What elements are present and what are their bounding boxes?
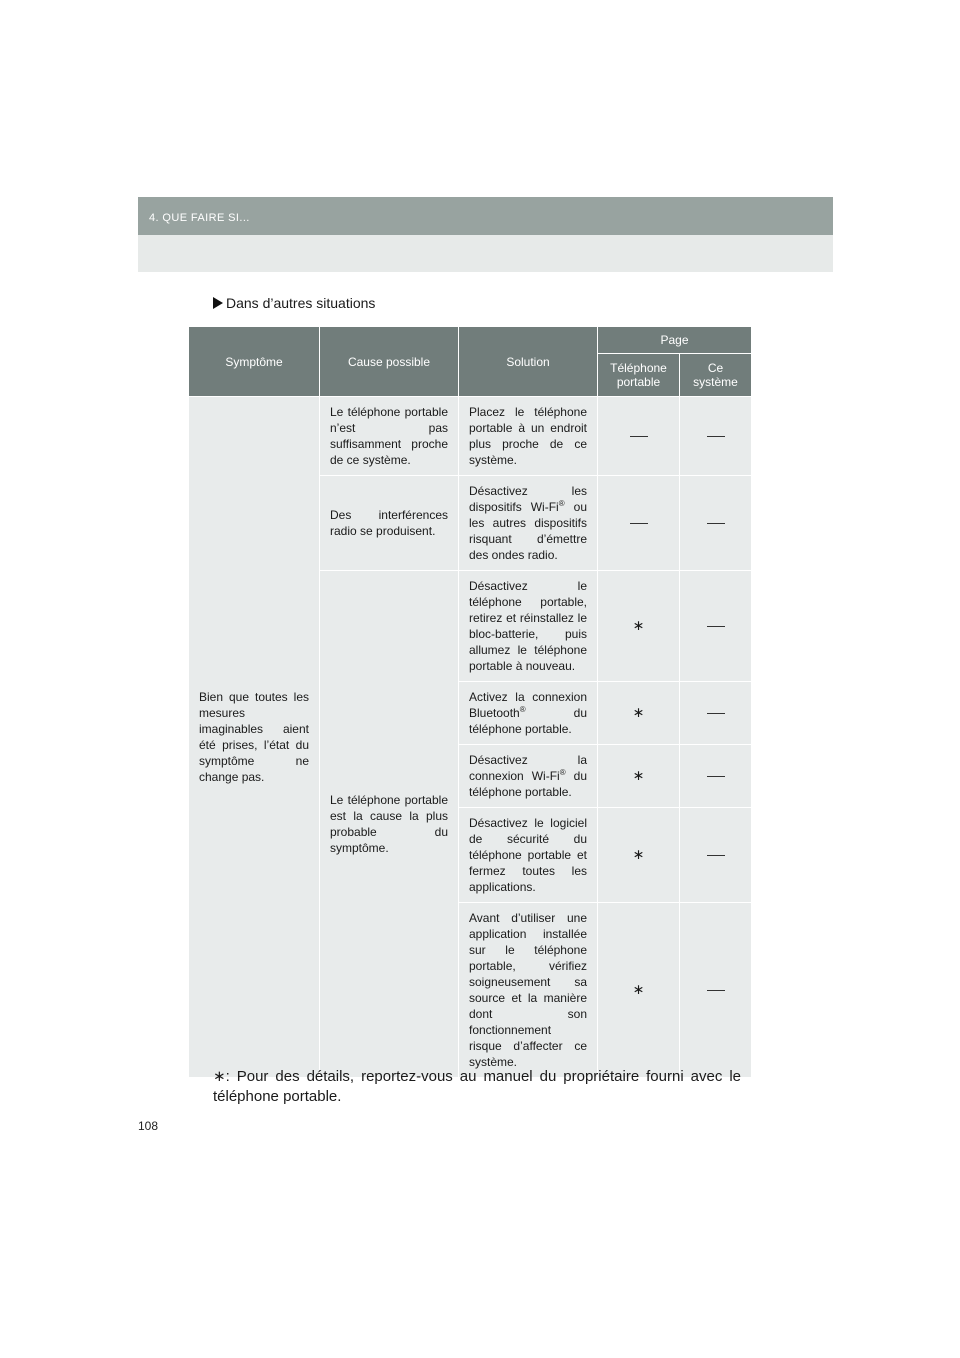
asterisk-icon: ∗ (632, 767, 645, 783)
page-system-cell (680, 745, 752, 808)
page-system-cell (680, 903, 752, 1078)
dash-icon (630, 436, 648, 437)
dash-icon (707, 990, 725, 991)
asterisk-icon: ∗ (632, 981, 645, 997)
header-page-phone: Téléphone portable (598, 354, 680, 397)
header-band (138, 235, 833, 272)
solution-cell: Désactivez le logiciel de sécurité du téléphone portable et fermez toutes les applications. (459, 808, 598, 903)
footnote-text: : Pour des détails, reportez-vous au manuel du propriétaire fourni avec le téléphone portable. (213, 1068, 741, 1105)
page-number: 108 (138, 1119, 159, 1133)
header-solution: Solution (459, 327, 598, 397)
page-system-cell (680, 476, 752, 571)
page-system-cell (680, 571, 752, 682)
asterisk-icon: ∗ (632, 617, 645, 633)
symptom-cell: Bien que toutes les mesures imaginables aient été prises, l’état du symptôme ne change pas. (189, 397, 320, 1078)
page-phone-cell (598, 571, 680, 682)
page-system-cell (680, 682, 752, 745)
solution-cell: Placez le téléphone portable à un endroit plus proche de ce système. (459, 397, 598, 476)
cause-cell: Le téléphone portable n’est pas suffisamment proche de ce système. (320, 397, 459, 476)
header-page: Page (598, 327, 752, 354)
cause-cell: Le téléphone portable est la cause la plus probable du symptôme. (320, 571, 459, 1078)
page-phone-cell (598, 808, 680, 903)
solution-cell: Activez la connexion Bluetooth® du téléphone portable. (459, 682, 598, 745)
page-phone-cell (598, 682, 680, 745)
dash-icon (707, 855, 725, 856)
section-heading (213, 295, 375, 311)
page-system-cell (680, 808, 752, 903)
footnote (213, 1067, 741, 1107)
section-title: Dans d’autres situations (226, 295, 376, 311)
page-phone-cell (598, 745, 680, 808)
dash-icon (630, 523, 648, 524)
dash-icon (707, 713, 725, 714)
header-symptom: Symptôme (189, 327, 320, 397)
dash-icon (707, 626, 725, 627)
page-phone-cell (598, 397, 680, 476)
header-section-title: 4. QUE FAIRE SI... (149, 212, 250, 224)
cause-cell: Des interférences radio se produisent. (320, 476, 459, 571)
asterisk-icon: ∗ (632, 846, 645, 862)
dash-icon (707, 776, 725, 777)
page-phone-cell (598, 476, 680, 571)
header-cause: Cause possible (320, 327, 459, 397)
table-row (189, 397, 752, 476)
footnote-asterisk: ∗ (213, 1068, 226, 1085)
asterisk-icon: ∗ (632, 704, 645, 720)
troubleshooting-table (188, 326, 752, 1078)
solution-cell: Désactivez les dispositifs Wi-Fi® ou les autres dispositifs risquant d’émettre des ondes radio. (459, 476, 598, 571)
solution-cell: Avant d’utiliser une application installée sur le téléphone portable, vérifiez soigneusement sa source et la manière dont son fonctionnement risque d’affecter ce système. (459, 903, 598, 1078)
triangle-bullet-icon (213, 297, 223, 309)
solution-cell: Désactivez la connexion Wi-Fi® du téléphone portable. (459, 745, 598, 808)
page-system-cell (680, 397, 752, 476)
dash-icon (707, 523, 725, 524)
page-phone-cell (598, 903, 680, 1078)
dash-icon (707, 436, 725, 437)
solution-cell: Désactivez le téléphone portable, retirez et réinstallez le bloc-batterie, puis allumez le téléphone portable à nouveau. (459, 571, 598, 682)
header-page-system: Ce système (680, 354, 752, 397)
